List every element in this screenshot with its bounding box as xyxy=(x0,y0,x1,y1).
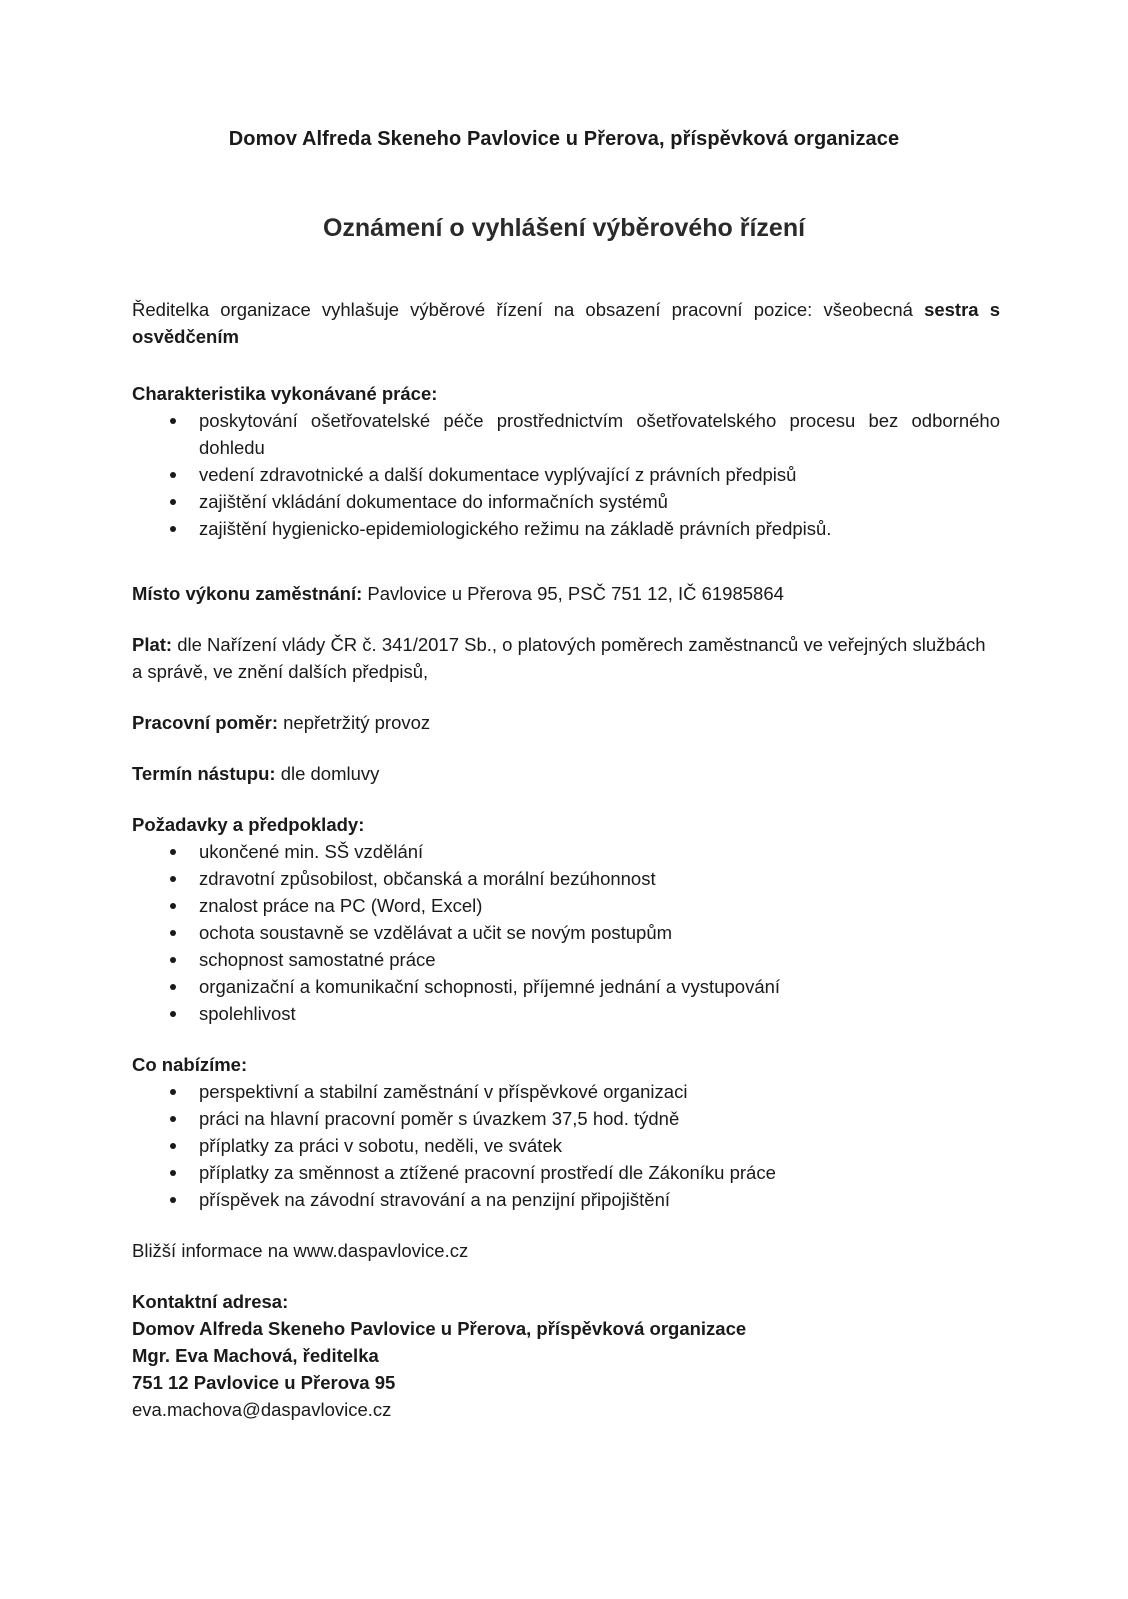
salary-label: Plat: xyxy=(132,634,173,655)
requirements-heading: Požadavky a předpoklady: xyxy=(132,814,365,835)
salary-field xyxy=(132,631,1000,685)
start-date-field xyxy=(132,760,1000,787)
list-item: práci na hlavní pracovní poměr s úvazkem 37,5 hod. týdně xyxy=(132,1105,1000,1132)
list-item: příplatky za práci v sobotu, neděli, ve svátek xyxy=(132,1132,1000,1159)
contact-block xyxy=(132,1288,1000,1423)
intro-text: Ředitelka organizace vyhlašuje výběrové řízení na obsazení pracovní pozice: všeobecná xyxy=(132,299,913,320)
workplace-value: Pavlovice u Přerova 95, PSČ 751 12, IČ 61985864 xyxy=(367,583,784,604)
intro-paragraph xyxy=(132,296,1000,350)
list-item: organizační a komunikační schopnosti, příjemné jednání a vystupování xyxy=(132,973,1000,1000)
list-item: perspektivní a stabilní zaměstnání v příspěvkové organizaci xyxy=(132,1078,1000,1105)
requirements-list xyxy=(132,838,1000,1027)
more-info-text: Bližší informace na www.daspavlovice.cz xyxy=(132,1240,469,1261)
list-item: zajištění hygienicko-epidemiologického režimu na základě právních předpisů. xyxy=(132,515,1000,542)
list-item: znalost práce na PC (Word, Excel) xyxy=(132,892,1000,919)
document-title: Oznámení o vyhlášení výběrového řízení xyxy=(322,214,806,242)
workplace-label: Místo výkonu zaměstnání: xyxy=(132,583,363,604)
list-item: zdravotní způsobilost, občanská a morální bezúhonnost xyxy=(132,865,1000,892)
list-item: ukončené min. SŠ vzdělání xyxy=(132,838,1000,865)
start-date-value: dle domluvy xyxy=(280,763,380,784)
employment-field xyxy=(132,709,1000,736)
list-item: ochota soustavně se vzdělávat a učit se novým postupům xyxy=(132,919,1000,946)
workplace-field xyxy=(132,580,1000,607)
list-item: vedení zdravotnické a další dokumentace vyplývající z právních předpisů xyxy=(132,461,1000,488)
contact-address: 751 12 Pavlovice u Přerova 95 xyxy=(132,1372,396,1393)
list-item: příplatky za směnnost a ztížené pracovní prostředí dle Zákoníku práce xyxy=(132,1159,1000,1186)
offer-heading: Co nabízíme: xyxy=(132,1054,248,1075)
salary-value: dle Nařízení vlády ČR č. 341/2017 Sb., o platových poměrech zaměstnanců ve veřejných službách a správě, ve znění dalších předpisů, xyxy=(132,634,986,682)
list-item: poskytování ošetřovatelské péče prostřednictvím ošetřovatelského procesu bez odborného dohledu xyxy=(132,407,1000,461)
employment-label: Pracovní poměr: xyxy=(132,712,278,733)
list-item: příspěvek na závodní stravování a na penzijní připojištění xyxy=(132,1186,1000,1213)
offer-list xyxy=(132,1078,1000,1213)
list-item: spolehlivost xyxy=(132,1000,1000,1027)
contact-email[interactable]: eva.machova@daspavlovice.cz xyxy=(132,1399,392,1420)
contact-heading: Kontaktní adresa: xyxy=(132,1291,289,1312)
intro-position: sestra s osvědčením xyxy=(132,299,1000,347)
list-item: schopnost samostatné práce xyxy=(132,946,1000,973)
contact-organization: Domov Alfreda Skeneho Pavlovice u Přerova, příspěvková organizace xyxy=(132,1318,747,1339)
list-item: zajištění vkládání dokumentace do informačních systémů xyxy=(132,488,1000,515)
document-body xyxy=(132,296,1000,1423)
contact-person: Mgr. Eva Machová, ředitelka xyxy=(132,1345,379,1366)
work-characteristics-list xyxy=(132,407,1000,542)
start-date-label: Termín nástupu: xyxy=(132,763,276,784)
employment-value: nepřetržitý provoz xyxy=(283,712,431,733)
work-characteristics-heading: Charakteristika vykonávané práce: xyxy=(132,383,438,404)
organization-title: Domov Alfreda Skeneho Pavlovice u Přerova, příspěvková organizace xyxy=(228,128,900,150)
